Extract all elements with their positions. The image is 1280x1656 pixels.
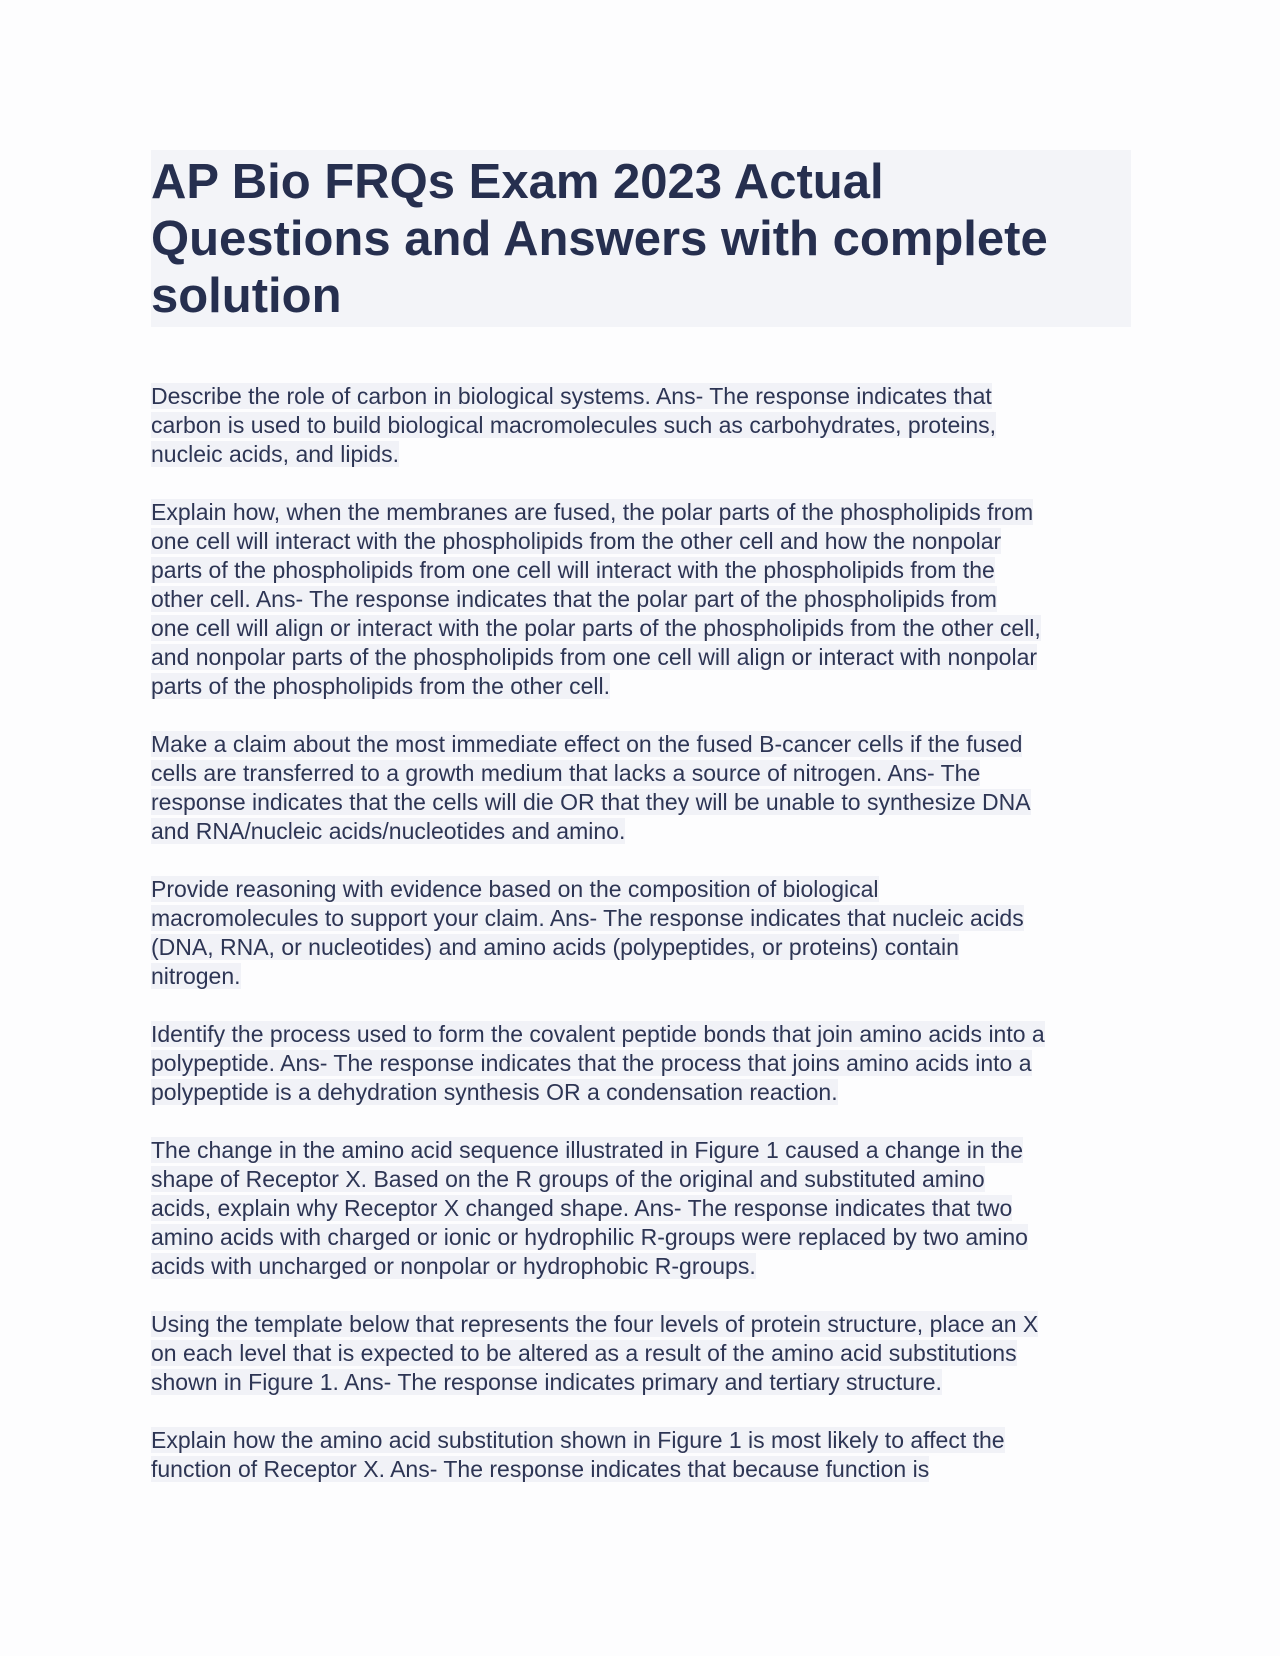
qa-text: Make a claim about the most immediate effect on the fused B-cancer cells if the fused cells are transferred to a growth medium that lacks a source of nitrogen. Ans- The response indicates that the cells will die OR that they will be unable to synthesize DNA and RNA/nucleic acids/nucleotides and amino. — [151, 731, 1031, 844]
qa-entry-carbon — [151, 382, 1141, 469]
document-title: AP Bio FRQs Exam 2023 Actual Questions and Answers with complete solution — [151, 155, 1048, 323]
qa-text: The change in the amino acid sequence illustrated in Figure 1 caused a change in the shape of Receptor X. Based on the R groups of the original and substituted amino acids, explain why Receptor X changed shape. Ans- The response indicates that two amino acids with charged or ionic or hydrophilic R-groups were replaced by two amino acids with uncharged or nonpolar or hydrophobic R-groups. — [151, 1137, 1028, 1279]
qa-text: Explain how, when the membranes are fused, the polar parts of the phospholipids from one cell will interact with the phospholipids from the other cell and how the nonpolar parts of the phospholipids from one cell will interact with the phospholipids from the other cell. Ans- The response indicates that the polar part of the phospholipids from one cell will align or interact with the polar parts of the phospholipids from the other cell, and nonpolar parts of the phospholipids from one cell will align or interact with nonpolar parts of the phospholipids from the other cell. — [151, 499, 1041, 699]
qa-list — [151, 382, 1141, 1513]
qa-entry-receptor-function — [151, 1426, 1141, 1484]
qa-text: Describe the role of carbon in biological systems. Ans- The response indicates that carbon is used to build biological macromolecules such as carbohydrates, proteins, nucleic acids, and lipids. — [151, 383, 997, 467]
qa-text: Provide reasoning with evidence based on the composition of biological macromolecules to support your claim. Ans- The response indicates that nucleic acids (DNA, RNA, or nucleotides) and amino acids (polypeptides, or proteins) contain nitrogen. — [151, 876, 1024, 989]
qa-entry-membranes — [151, 498, 1141, 701]
title-block — [151, 150, 1131, 327]
qa-entry-peptide-bonds — [151, 1020, 1141, 1107]
qa-entry-nitrogen-claim — [151, 730, 1141, 846]
qa-entry-receptor-shape — [151, 1136, 1141, 1281]
qa-text: Using the template below that represents the four levels of protein structure, place an X on each level that is expected to be altered as a result of the amino acid substitutions shown in Figure 1. Ans- The response indicates primary and tertiary structure. — [151, 1311, 1039, 1395]
qa-text: Identify the process used to form the covalent peptide bonds that join amino acids into a polypeptide. Ans- The response indicates that the process that joins amino acids into a polypeptide is a dehydration synthesis OR a condensation reaction. — [151, 1021, 1045, 1105]
qa-entry-nitrogen-reasoning — [151, 875, 1141, 991]
qa-text: Explain how the amino acid substitution shown in Figure 1 is most likely to affect the function of Receptor X. Ans- The response indicates that because function is — [151, 1427, 1005, 1482]
qa-entry-protein-structure — [151, 1310, 1141, 1397]
